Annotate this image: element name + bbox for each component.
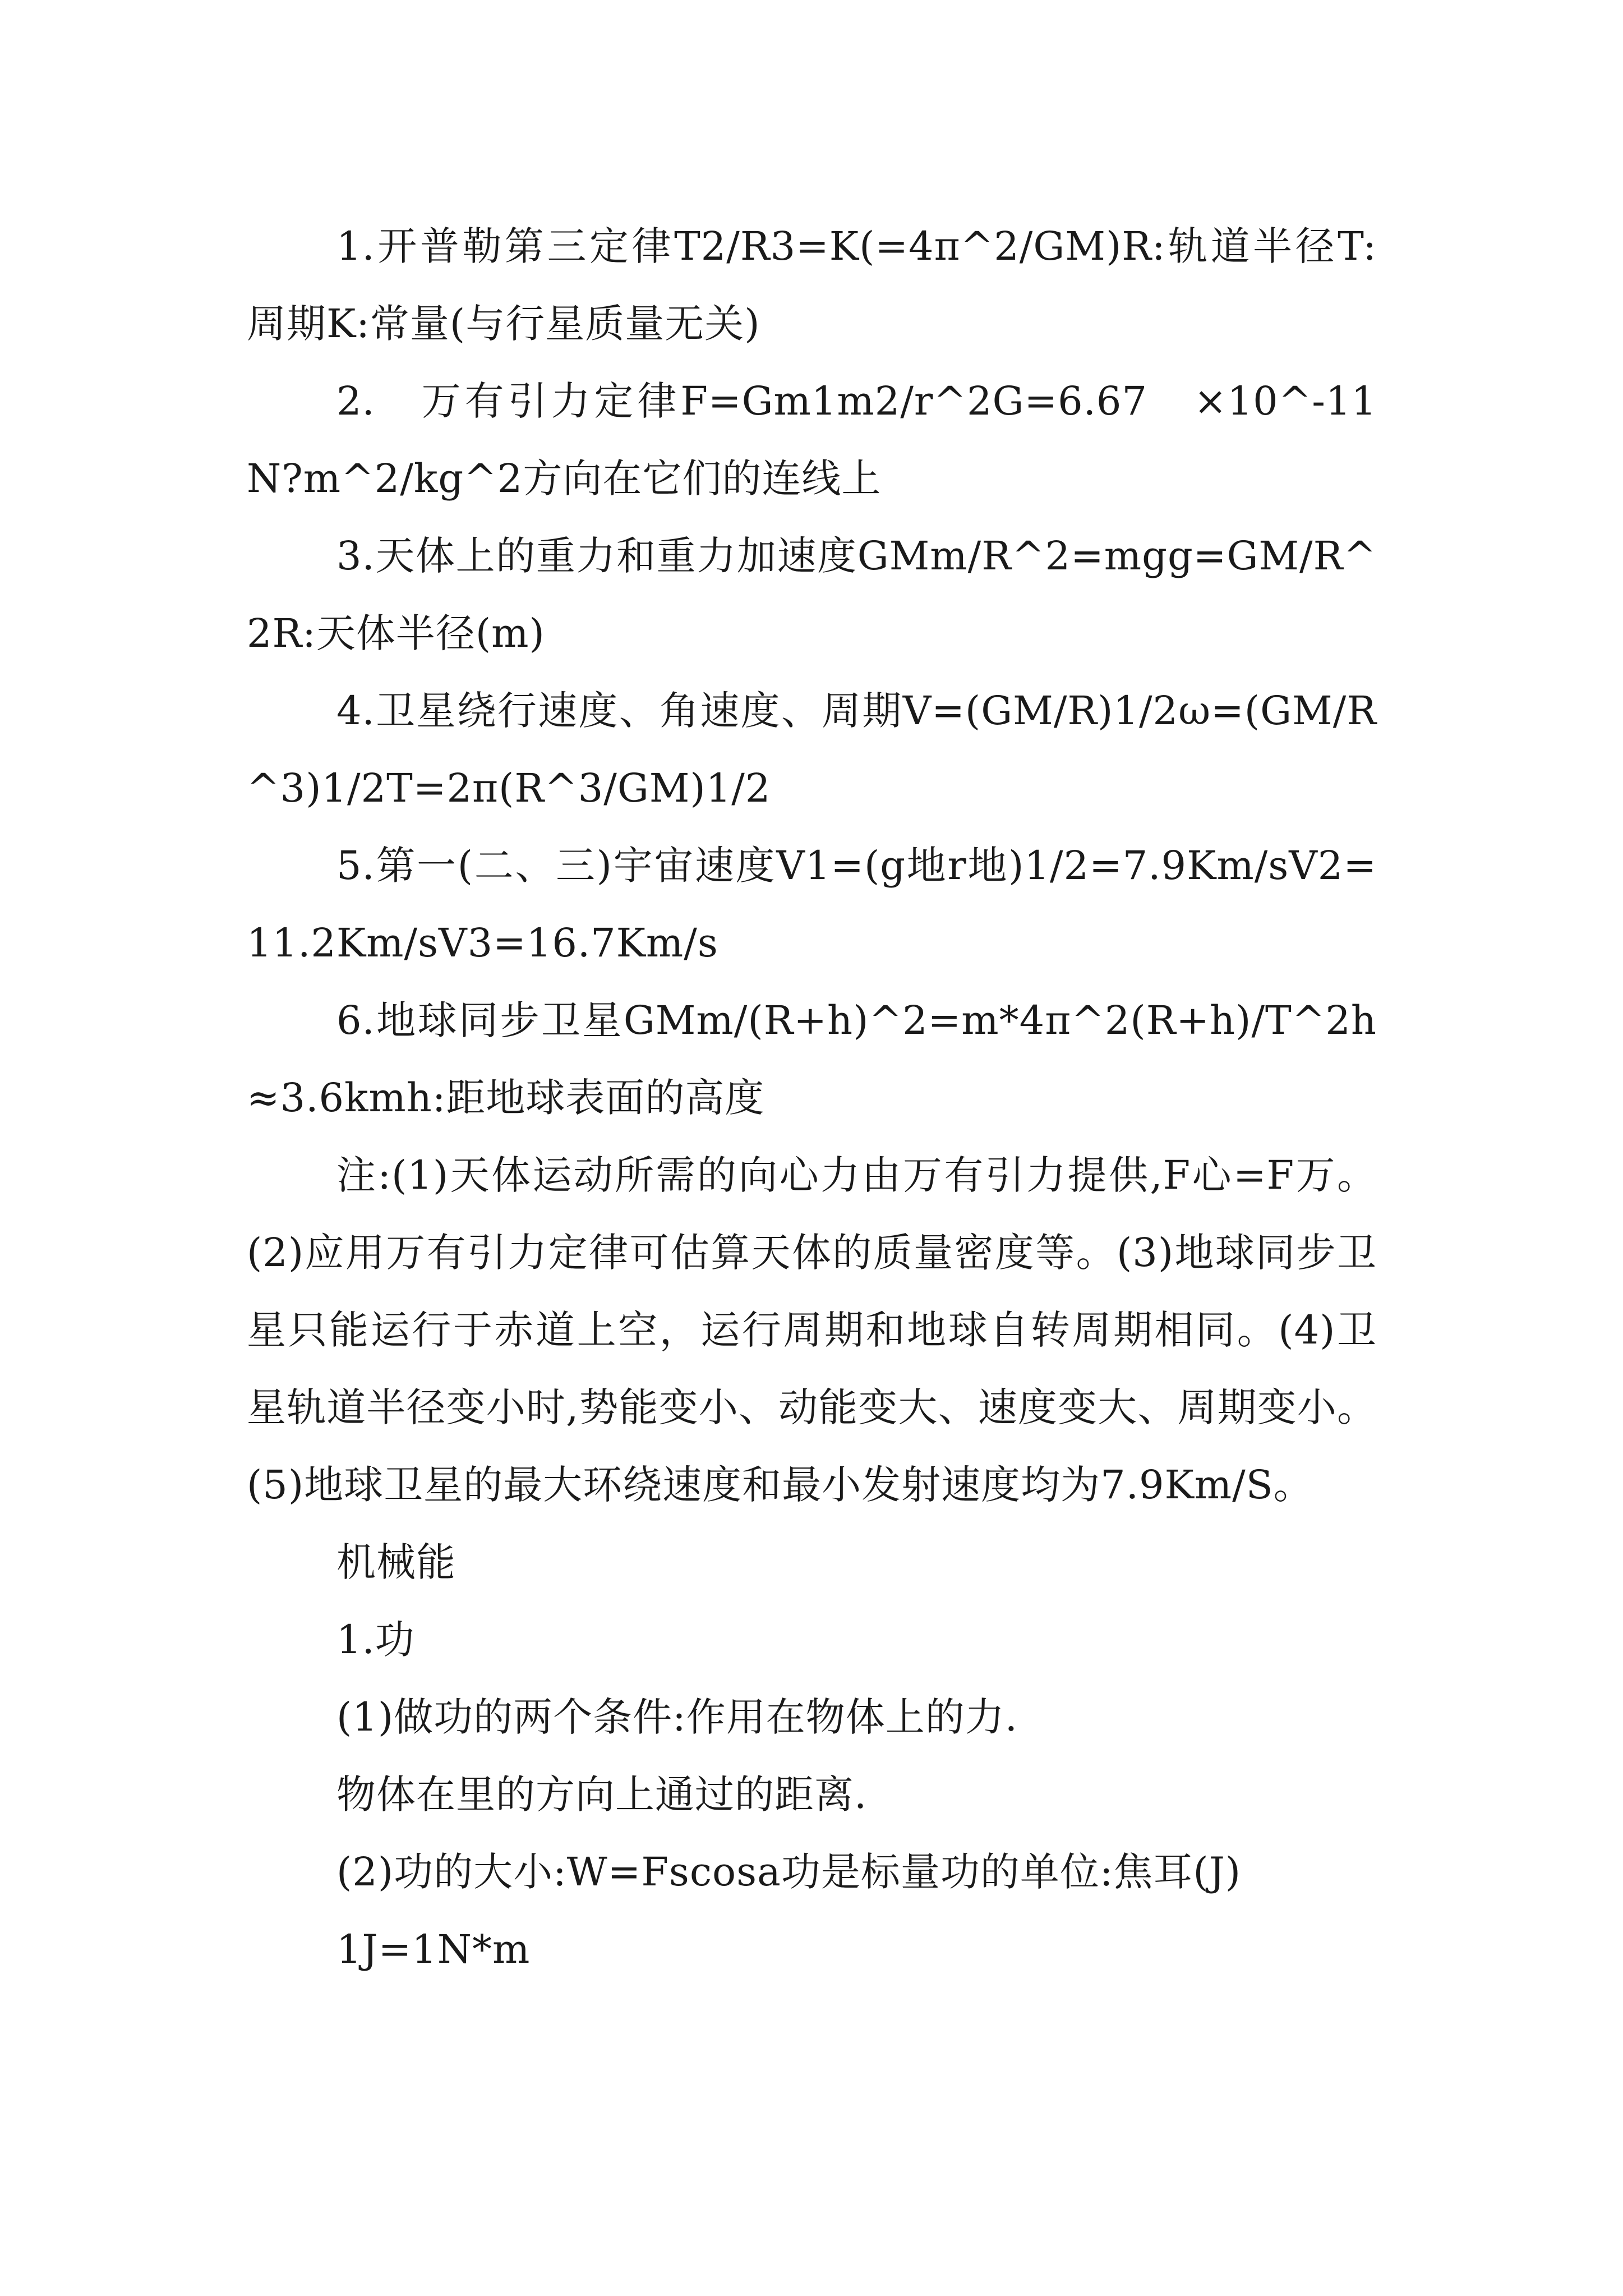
paragraph-cosmic-velocity: 5.第一(二、三)宇宙速度V1=(g地r地)1/2=7.9Km/sV2=11.2Km/sV3=16.7Km/s — [247, 843, 1377, 966]
line-work-magnitude: (2)功的大小:W=Fscosa功是标量功的单位:焦耳(J) — [336, 1849, 1242, 1895]
line-joule-definition: 1J=1N*m — [336, 1926, 531, 1972]
paragraph-surface-gravity: 3.天体上的重力和重力加速度GMm/R^2=mgg=GM/R^2R:天体半径(m) — [247, 533, 1377, 656]
paragraph-satellite-velocity: 4.卫星绕行速度、角速度、周期V=(GM/R)1/2ω=(GM/R^3)1/2T=2π(R^3/GM)1/2 — [247, 688, 1377, 811]
paragraph-notes: 注:(1)天体运动所需的向心力由万有引力提供,F心=F万。(2)应用万有引力定律可估算天体的质量密度等。(3)地球同步卫星只能运行于赤道上空，运行周期和地球自转周期相同。(4)卫星轨道半径变小时,势能变小、动能变大、速度变大、周期变小。(5)地球卫星的最大环绕速度和最小发射速度均为7.9Km/S。 — [247, 1152, 1377, 1508]
document-body — [247, 208, 1377, 1988]
paragraph-kepler-third-law: 1.开普勒第三定律T2/R3=K(=4π^2/GM)R:轨道半径T:周期K:常量(与行星质量无关) — [247, 223, 1377, 347]
paragraph-geostationary-satellite: 6.地球同步卫星GMm/(R+h)^2=m*4π^2(R+h)/T^2h≈3.6kmh:距地球表面的高度 — [247, 997, 1377, 1121]
line-work-conditions: (1)做功的两个条件:作用在物体上的力. — [336, 1694, 1018, 1740]
section-heading-mechanical-energy: 机械能 — [336, 1539, 456, 1585]
paragraph-universal-gravitation: 2. 万有引力定律F=Gm1m2/r^2G=6.67 ×10^-11N?m^2/kg^2方向在它们的连线上 — [247, 378, 1377, 501]
line-work-distance: 物体在里的方向上通过的距离. — [336, 1772, 868, 1818]
subheading-work: 1.功 — [336, 1617, 415, 1663]
